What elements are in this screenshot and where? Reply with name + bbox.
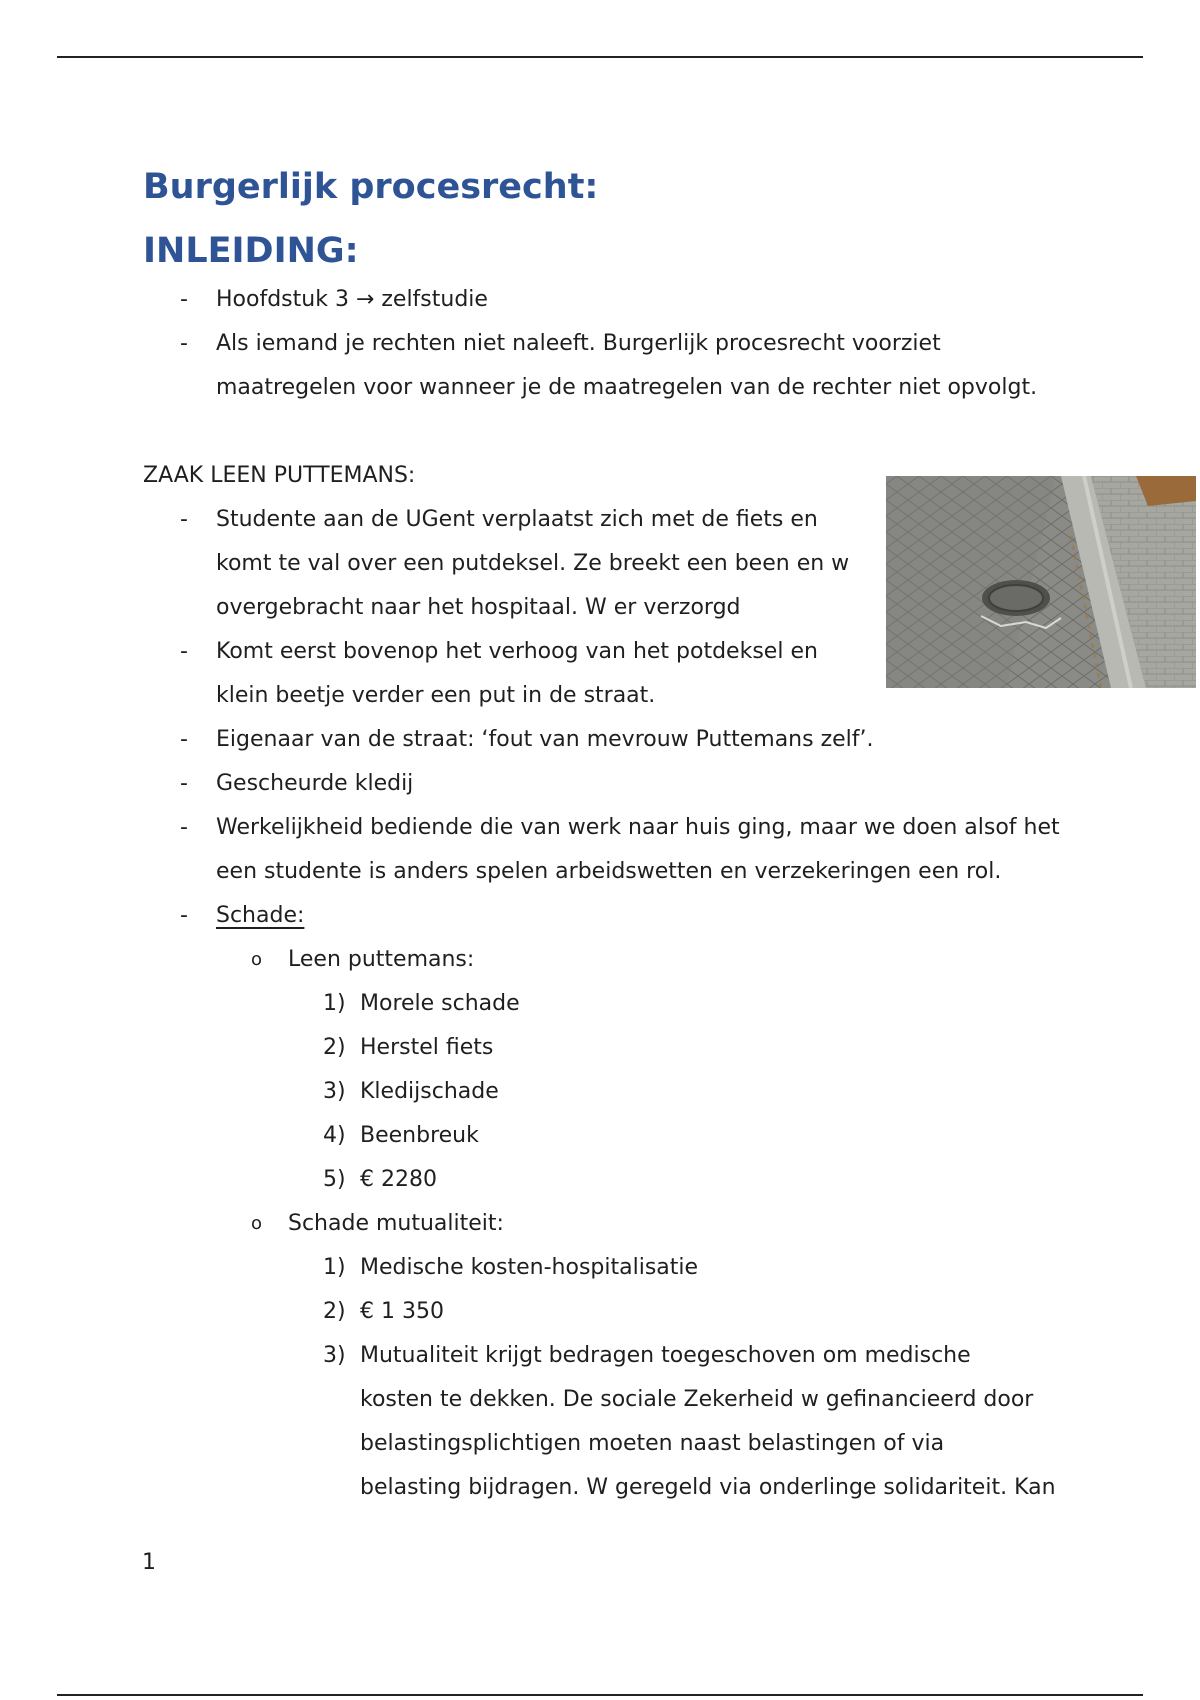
item-text: Kledijschade <box>360 1079 499 1104</box>
item-text: Morele schade <box>360 991 520 1016</box>
item-text: € 1 350 <box>360 1299 444 1324</box>
schade-item <box>143 894 1143 938</box>
intro-item-2-cont: maatregelen voor wanneer je de maatregelen van de rechter niet opvolgt. <box>216 375 1038 400</box>
item-number: 1) <box>323 1255 346 1280</box>
item-text: Medische kosten-hospitalisatie <box>360 1255 699 1280</box>
intro-item-2: - Als iemand je rechten niet naleeft. Burgerlijk procesrecht voorziet <box>143 322 1143 366</box>
header-rule <box>57 56 1143 58</box>
section-heading: INLEIDING: <box>143 231 359 271</box>
case-item-2: - Komt eerst bovenop het verhoog van het potdeksel en <box>143 630 1143 674</box>
numbered-item-cont: kosten te dekken. De sociale Zekerheid w gefinancieerd door <box>360 1387 1034 1412</box>
sub-item-leen <box>143 938 1143 982</box>
bullet-circle-icon: o <box>251 949 263 970</box>
item-number: 2) <box>323 1299 346 1324</box>
item-text: € 2280 <box>360 1167 437 1192</box>
numbered-item <box>143 1158 1143 1202</box>
case-item-5: - Werkelijkheid bediende die van werk naar huis ging, maar we doen alsof het <box>143 806 1143 850</box>
item-text: Mutualiteit krijgt bedragen toegeschoven om medische <box>360 1343 971 1368</box>
footer-rule <box>57 1694 1143 1696</box>
numbered-item <box>143 1026 1143 1070</box>
item-number: 5) <box>323 1167 346 1192</box>
sub-item-label: Leen puttemans: <box>288 947 475 972</box>
numbered-item-cont: belasting bijdragen. W geregeld via onderlinge solidariteit. Kan <box>360 1475 1056 1500</box>
item-text: Beenbreuk <box>360 1123 479 1148</box>
document-title: Burgerlijk procesrecht: <box>143 167 599 207</box>
schade-label: Schade: <box>216 903 305 928</box>
item-number: 2) <box>323 1035 346 1060</box>
item-number: 4) <box>323 1123 346 1148</box>
case-item-4: - Gescheurde kledij <box>143 762 1143 806</box>
numbered-item <box>143 1070 1143 1114</box>
page-content <box>143 160 1143 1510</box>
sub-item-label: Schade mutualiteit: <box>288 1211 504 1236</box>
numbered-item-cont: belastingsplichtigen moeten naast belastingen of via <box>360 1431 945 1456</box>
case-item-1-cont: komt te val over een putdeksel. Ze breekt een been en w <box>216 551 850 576</box>
item-number: 3) <box>323 1079 346 1104</box>
street-manhole-photo <box>886 476 1196 688</box>
intro-item-1: - Hoofdstuk 3 → zelfstudie <box>143 278 1143 322</box>
case-item-2-cont: klein beetje verder een put in de straat. <box>216 683 656 708</box>
numbered-item <box>143 1334 1143 1378</box>
case-heading: ZAAK LEEN PUTTEMANS: <box>143 463 416 488</box>
numbered-item <box>143 1290 1143 1334</box>
numbered-item <box>143 1246 1143 1290</box>
case-item-3: - Eigenaar van de straat: ‘fout van mevrouw Puttemans zelf’. <box>143 718 1143 762</box>
bullet-circle-icon: o <box>251 1213 263 1234</box>
item-text: Herstel fiets <box>360 1035 494 1060</box>
numbered-item <box>143 1114 1143 1158</box>
item-number: 1) <box>323 991 346 1016</box>
case-item-1: - Studente aan de UGent verplaatst zich met de fiets en <box>143 498 1143 542</box>
case-item-5-cont: een studente is anders spelen arbeidswetten en verzekeringen een rol. <box>216 859 1002 884</box>
sub-item-mutualiteit <box>143 1202 1143 1246</box>
item-number: 3) <box>323 1343 346 1368</box>
page-number: 1 <box>142 1550 156 1575</box>
numbered-item <box>143 982 1143 1026</box>
case-item-1-cont: overgebracht naar het hospitaal. W er verzorgd <box>216 595 741 620</box>
